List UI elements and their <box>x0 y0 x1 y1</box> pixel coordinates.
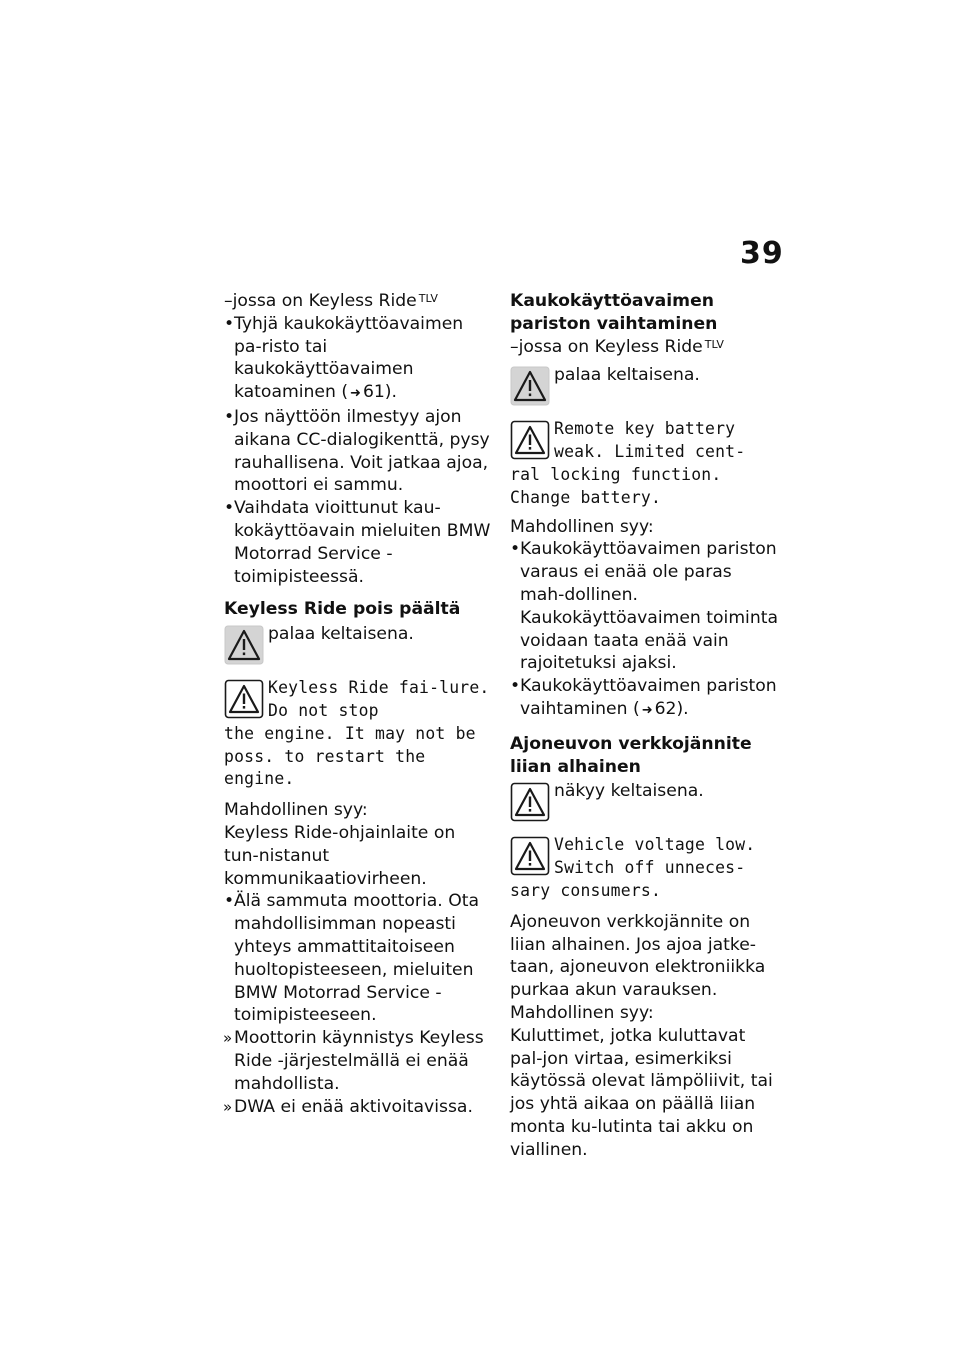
condition-line <box>224 290 492 313</box>
left-column <box>224 290 492 1118</box>
bullet-list <box>224 890 492 1027</box>
condition-sup: TLV <box>704 337 724 351</box>
page-number: 39 <box>740 236 784 271</box>
message-rest: ral locking function. Change battery. <box>510 464 722 507</box>
condition-sup: TLV <box>418 292 438 305</box>
bullet-list <box>224 313 492 589</box>
list-item-text: Tyhjä kaukokäyttöavaimen pa-risto tai kaukokäyttöavaimen katoaminen ( <box>234 313 464 403</box>
condition-line <box>510 336 778 359</box>
warning-text: näkyy keltaisena. <box>554 781 704 802</box>
result-list <box>224 1027 492 1118</box>
warning-row <box>510 780 778 824</box>
list-item: • Jos näyttöön ilmestyy ajon aikana CC-dialogikenttä, pysy rauhallisena. Voit jatkaa ajoa, moottori ei sammu. <box>224 406 492 497</box>
warning-triangle-outline-icon <box>510 420 550 460</box>
list-item <box>510 675 778 723</box>
page-reference[interactable]: 61). <box>362 382 397 403</box>
message-first: Vehicle voltage low. Switch off unneces- <box>554 835 756 878</box>
warning-triangle-outline-icon <box>224 679 264 719</box>
list-item <box>224 313 492 406</box>
condition-text: –jossa on Keyless Ride <box>510 336 703 357</box>
list-item: • Kaukokäyttöavaimen pariston varaus ei enää ole paras mah-dollinen. Kaukokäyttöavaimen toiminta voidaan taata enää vain rajoitetuksi ajaksi. <box>510 538 778 675</box>
warning-text: palaa keltaisena. <box>268 624 414 645</box>
warning-triangle-filled-icon <box>224 625 264 665</box>
warning-text: palaa keltaisena. <box>554 365 700 386</box>
cause-label: Mahdollinen syy: <box>224 800 368 821</box>
message-rest: the engine. It may not be poss. to restart the engine. <box>224 723 476 789</box>
warning-row <box>224 623 492 667</box>
list-item-text: Kaukokäyttöavaimen pariston vaihtaminen ( <box>520 676 777 719</box>
condition-text: –jossa on Keyless Ride <box>224 291 417 311</box>
cause-text: Keyless Ride-ohjainlaite on tun-nistanut kommunikaatiovirheen. <box>224 822 456 889</box>
cause-label: Mahdollinen syy: <box>510 1002 654 1023</box>
result-item: » Moottorin käynnistys Keyless Ride -järjestelmällä ei enää mahdollista. <box>224 1027 492 1095</box>
message-first: Remote key battery weak. Limited cent- <box>554 419 746 462</box>
right-column <box>510 290 778 1162</box>
section-heading: Kaukokäyttöavaimen pariston vaihtaminen <box>510 291 718 334</box>
page-reference[interactable]: 62). <box>654 698 689 719</box>
warning-triangle-outline-icon <box>510 782 550 822</box>
paragraph: Ajoneuvon verkkojännite on liian alhainen. Jos ajoa jatke-taan, ajoneuvon elektroniikka purkaa akun varauksen. <box>510 911 766 1001</box>
result-item: » DWA ei enää aktivoitavissa. <box>224 1096 492 1119</box>
bullet-list <box>510 538 778 722</box>
warning-triangle-outline-icon <box>510 836 550 876</box>
list-item: • Vaihdata vioittunut kau-kokäyttöavain mieluiten BMW Motorrad Service -toimipisteessä. <box>224 497 492 588</box>
reference-arrow-icon[interactable]: ➜ <box>350 386 361 402</box>
warning-triangle-filled-icon <box>510 366 550 406</box>
reference-arrow-icon[interactable]: ➜ <box>641 702 653 718</box>
list-item: • Älä sammuta moottoria. Ota mahdollisimman nopeasti yhteys ammattitaitoiseen huoltopisteeseen, mieluiten BMW Motorrad Service -toimipisteeseen. <box>224 890 492 1027</box>
section-heading: Keyless Ride pois päältä <box>224 599 461 620</box>
display-message <box>510 418 778 509</box>
cause-label: Mahdollinen syy: <box>510 516 654 537</box>
message-first: Keyless Ride fai-lure. Do not stop <box>268 678 490 720</box>
display-message <box>510 834 778 902</box>
message-rest: sary consumers. <box>510 880 662 900</box>
display-message <box>224 677 492 791</box>
paragraph: Kuluttimet, jotka kuluttavat pal-jon virtaa, esimerkiksi käytössä olevat lämpöliivit, tai jos yhtä aikaa on päällä liian monta ku-lutinta tai akku on viallinen. <box>510 1025 773 1160</box>
warning-row <box>510 364 778 408</box>
section-heading: Ajoneuvon verkkojännite liian alhainen <box>510 733 752 777</box>
